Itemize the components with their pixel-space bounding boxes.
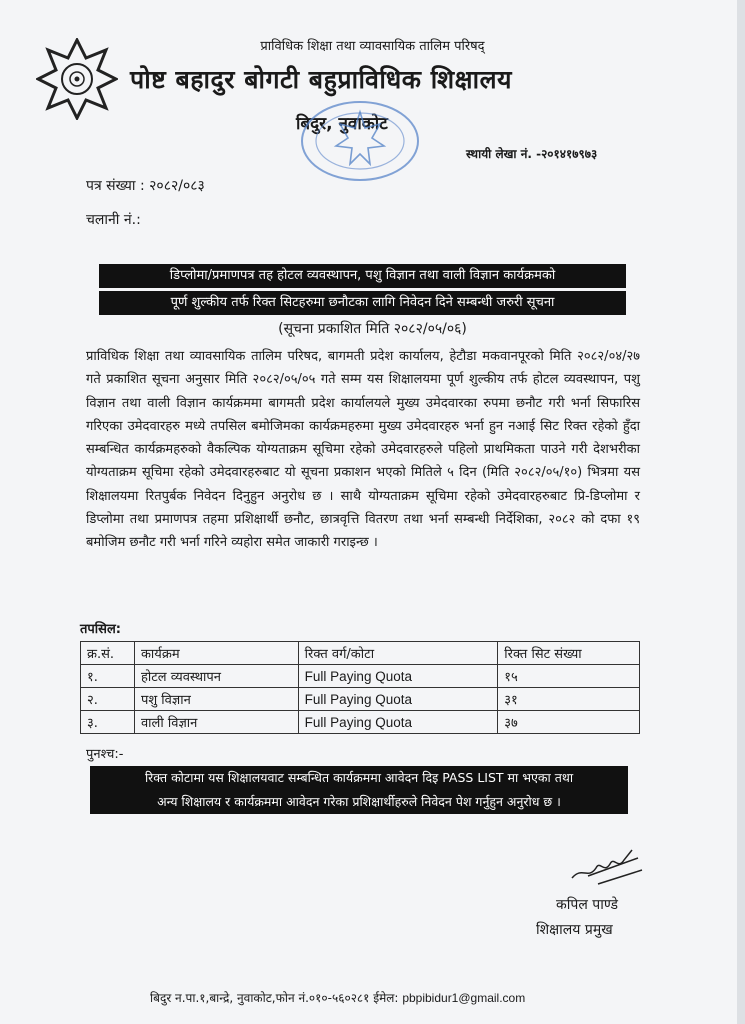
college-name: पोष्ट बहादुर बोगटी बहुप्राविधिक शिक्षालय [130, 65, 513, 94]
header-program: कार्यक्रम [134, 642, 298, 665]
postscript-label: पुनश्च:- [86, 747, 124, 762]
program-cell: पशु विज्ञान [134, 688, 298, 711]
program-cell: होटल व्यवस्थापन [134, 665, 298, 688]
notice-title-line-1: डिप्लोमा/प्रमाणपत्र तह होटल व्यवस्थापन, पशु विज्ञान तथा वाली विज्ञान कार्यक्रमको [99, 264, 626, 288]
signature-icon [568, 840, 648, 890]
schedule-label: तपसिल: [80, 622, 121, 637]
footer-address: बिदुर न.पा.१,बान्द्रे, नुवाकोट,फोन नं.०१०-५६०२८१ ईमेल: [150, 991, 399, 1005]
letter-number: पत्र संख्या : २०८२/०८३ [86, 178, 205, 194]
quota-cell: Full Paying Quota [298, 688, 498, 711]
footer-email[interactable]: pbpibidur1@gmail.com [402, 991, 526, 1005]
signatory-role: शिक्षालय प्रमुख [536, 922, 613, 938]
serial-cell: २. [81, 688, 135, 711]
footer [150, 989, 525, 1006]
table-header-row [81, 642, 640, 665]
account-number: स्थायी लेखा नं. -२०१४१७९७३ [466, 147, 598, 161]
dispatch-number: चलानी नं.: [86, 212, 141, 228]
vacancy-table [80, 641, 640, 734]
header-serial: क्र.सं. [81, 642, 135, 665]
seats-cell: ३७ [498, 711, 640, 734]
table-row [81, 665, 640, 688]
publish-date: (सूचना प्रकाशित मिति २०८२/०५/०६) [278, 321, 467, 337]
page-edge [737, 0, 745, 1024]
serial-cell: ३. [81, 711, 135, 734]
college-address: बिदुर, नुवाकोट [296, 114, 388, 134]
notice-body: प्राविधिक शिक्षा तथा व्यावसायिक तालिम परिषद, बागमती प्रदेश कार्यालय, हेटौडा मकवानपूरको मिति २०८२/०४/२७ गते प्रकाशित सूचना अनुसार मिति २०८२/०५/०५ गते सम्म यस शिक्षालयमा पूर्ण शुल्कीय तर्फ होटल व्यवस्थापन, पशु विज्ञान तथा वाली विज्ञान कार्यक्रममा बागमती प्रदेश कार्यालयले मुख्य उमेदवारका रुपमा छनौट गरी भर्ना सिफारिस गरिएका उमेदवारहरु मध्ये तपसिल बमोजिमका कार्यक्रमहरुमा मुख्य उमेदवारहरु भर्ना हुन नआई सिट रिक्त रहेको हुँदा सम्बन्धित कार्यक्रमहरुको वैकल्पिक योग्यताक्रम सूचिमा रहेको उमेदवारहरुले पहिलो प्राथमिकता पाउने गरी देशभरीका योग्यताक्रम सूचिमा रहेको उमेदवारहरुबाट यो सूचना प्रकाशन भएको मितिले ५ दिन (मिति २०८२/०५/१०) भित्रमा यस शिक्षालयमा रितपुर्बक निवेदन दिनुहुन अनुरोध छ । साथै योग्यताक्रम सूचिमा रहेको उमेदवारहरुबाट प्रि-डिप्लोमा र डिप्लोमा तथा प्रमाणपत्र तहमा प्रशिक्षार्थी छनौट, छात्रवृत्ति वितरण तथा भर्ना सम्बन्धी निर्देशिका, २०८२ को दफा १९ बमोजिम छनौट गरी भर्ना गरिने व्यहोरा समेत जाकारी गराइन्छ । [86, 349, 640, 551]
notice-title-line-2: पूर्ण शुल्कीय तर्फ रिक्त सिटहरुमा छनौटका लागि निवेदन दिने सम्बन्धी जरुरी सूचना [99, 291, 626, 315]
postscript-line-1: रिक्त कोटामा यस शिक्षालयवाट सम्बन्धित कार्यक्रममा आवेदन दिइ PASS LIST मा भएका तथा [144, 770, 574, 785]
seats-cell: ३१ [498, 688, 640, 711]
signatory-name: कपिल पाण्डे [556, 897, 618, 913]
postscript-line-2: अन्य शिक्षालय र कार्यक्रममा आवेदन गरेका प्रशिक्षार्थीहरुले निवेदन पेश गर्नुहुन अनुरोध छ । [157, 794, 561, 809]
serial-cell: १. [81, 665, 135, 688]
table-row [81, 688, 640, 711]
council-name: प्राविधिक शिक्षा तथा व्यावसायिक तालिम परिषद् [260, 39, 485, 54]
postscript-note [90, 766, 628, 814]
program-cell: वाली विज्ञान [134, 711, 298, 734]
seats-cell: १५ [498, 665, 640, 688]
table-row [81, 711, 640, 734]
header-quota: रिक्त वर्ग/कोटा [298, 642, 498, 665]
official-stamp-icon [298, 98, 422, 184]
header-seats: रिक्त सिट संख्या [498, 642, 640, 665]
quota-cell: Full Paying Quota [298, 665, 498, 688]
quota-cell: Full Paying Quota [298, 711, 498, 734]
